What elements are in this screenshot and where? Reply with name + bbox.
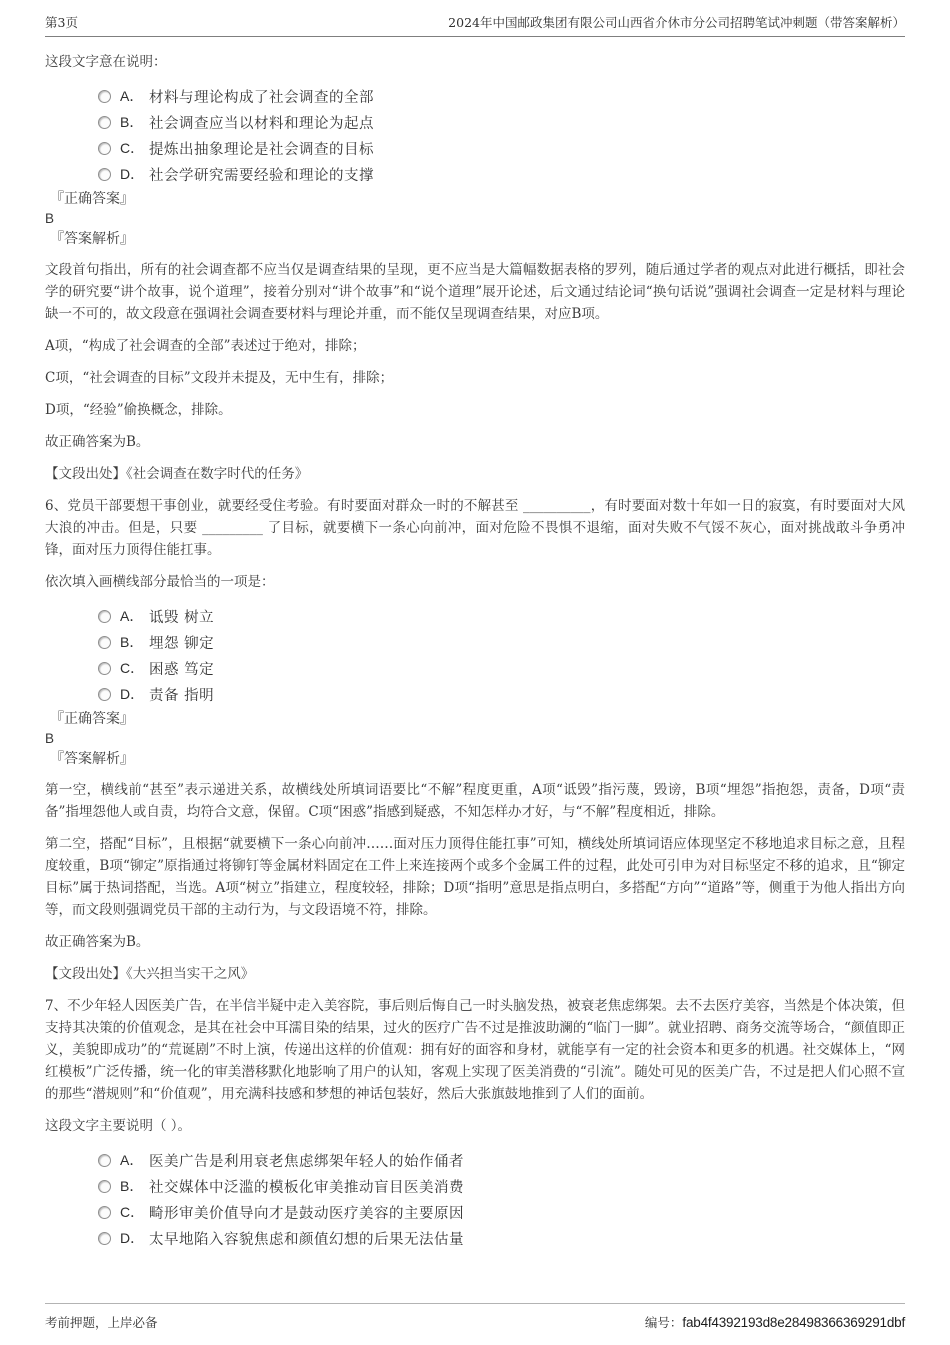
- option-text: 埋怨 铆定: [149, 635, 215, 652]
- radio-button-icon[interactable]: [98, 116, 111, 129]
- radio-button-icon[interactable]: [98, 688, 111, 701]
- option-text: 社会学研究需要经验和理论的支撑: [149, 167, 374, 184]
- q6-analysis-conclusion: 故正确答案为B。: [45, 934, 150, 950]
- option-label: C．: [120, 140, 145, 156]
- option-label: A．: [120, 88, 144, 104]
- q6-prompt: 依次填入画横线部分最恰当的一项是：: [45, 574, 275, 590]
- radio-button-icon[interactable]: [98, 1232, 111, 1245]
- q7-option-b[interactable]: [98, 1173, 905, 1199]
- correct-answer-value: B: [45, 211, 55, 226]
- radio-button-icon[interactable]: [98, 142, 111, 155]
- option-label: A．: [120, 608, 144, 624]
- q5-option-c[interactable]: [98, 135, 905, 161]
- q6-source-line: 【文段出处】《大兴担当实干之风》: [45, 966, 255, 982]
- q7-options: [45, 1147, 905, 1251]
- q6-stem: 6、党员干部要想干事创业，就要经受住考验。有时要面对群众一时的不解甚至 __________，有时要面对数十年如一日的寂寞，有时要面对大风大浪的冲击。但是，只要 _________ 了目标，就要横下一条心向前冲，面对危险不畏惧不退缩，面对失败不气馁不灰心，面对挑战敢斗争勇冲锋，面对压力顶得住能扛事。: [45, 498, 905, 558]
- q5-option-b[interactable]: [98, 109, 905, 135]
- option-label: C．: [120, 1204, 145, 1220]
- document-serial: [645, 1313, 905, 1331]
- q6-option-b[interactable]: [98, 629, 905, 655]
- option-label: C．: [120, 660, 145, 676]
- footer-slogan: 考前押题，上岸必备: [45, 1315, 158, 1330]
- q6-analysis-paragraph: 第二空，搭配“目标”，且根据“就要横下一条心向前冲……面对压力顶得住能扛事”可知，横线处所填词语应体现坚定不移地追求目标之意，且程度较重，B项“铆定”原指通过将铆钉等金属材料固定在工件上来连接两个或多个金属工件的过程，此处可引申为对目标坚定不移的追求，且“铆定目标”属于热词搭配，当选。A项“树立”指建立，程度较轻，排除；D项“指明”意思是指点明白，多搭配“方向”“道路”等，侧重于为他人指出方向等，而文段则强调党员干部的主动行为，与文段语境不符，排除。: [45, 836, 905, 918]
- option-label: B．: [120, 634, 144, 650]
- q5-analysis-paragraph: C项，“社会调查的目标”文段并未提及，无中生有，排除；: [45, 370, 394, 386]
- option-text: 社交媒体中泛滥的模板化审美推动盲目医美消费: [149, 1179, 464, 1196]
- q6-analysis-paragraph: 第一空，横线前“甚至”表示递进关系，故横线处所填词语要比“不解”程度更重，A项“诋毁”指污蔑，毁谤，B项“埋怨”指抱怨，责备，D项“责备”指埋怨他人或自责，均符合文意，保留。C项“困惑”指感到疑惑，不知怎样办才好，与“不解”程度相近，排除。: [45, 782, 905, 820]
- q5-answer-block: [45, 189, 905, 249]
- page-footer: [45, 1303, 905, 1331]
- q5-option-a[interactable]: [98, 83, 905, 109]
- q7-prompt: 这段文字主要说明（ ）。: [45, 1118, 192, 1134]
- q5-analysis-paragraph: D项，“经验”偷换概念，排除。: [45, 402, 232, 418]
- option-label: D．: [120, 166, 145, 182]
- option-text: 畸形审美价值导向才是鼓动医疗美容的主要原因: [149, 1205, 464, 1222]
- q6-answer-block: [45, 709, 905, 769]
- answer-analysis-header: 『答案解析』: [50, 231, 134, 247]
- radio-button-icon[interactable]: [98, 168, 111, 181]
- option-label: D．: [120, 1230, 145, 1246]
- page-header: [45, 0, 905, 37]
- radio-button-icon[interactable]: [98, 662, 111, 675]
- radio-button-icon[interactable]: [98, 636, 111, 649]
- q5-option-d[interactable]: [98, 161, 905, 187]
- option-text: 太早地陷入容貌焦虑和颜值幻想的后果无法估量: [149, 1231, 464, 1248]
- option-label: D．: [120, 686, 145, 702]
- q7-option-a[interactable]: [98, 1147, 905, 1173]
- document-title: 2024年中国邮政集团有限公司山西省介休市分公司招聘笔试冲刺题（带答案解析）: [448, 15, 905, 30]
- option-text: 医美广告是利用衰老焦虑绑架年轻人的始作俑者: [149, 1153, 464, 1170]
- radio-button-icon[interactable]: [98, 1180, 111, 1193]
- option-text: 提炼出抽象理论是社会调查的目标: [149, 141, 374, 158]
- q5-analysis-conclusion: 故正确答案为B。: [45, 434, 150, 450]
- q7-option-c[interactable]: [98, 1199, 905, 1225]
- radio-button-icon[interactable]: [98, 610, 111, 623]
- option-text: 社会调查应当以材料和理论为起点: [149, 115, 374, 132]
- q6-option-c[interactable]: [98, 655, 905, 681]
- q6-option-d[interactable]: [98, 681, 905, 707]
- q6-options: [45, 603, 905, 707]
- q5-prompt: 这段文字意在说明：: [45, 54, 167, 70]
- serial-label: 编号：: [644, 1315, 683, 1330]
- option-text: 诋毁 树立: [149, 609, 215, 626]
- q7-option-d[interactable]: [98, 1225, 905, 1251]
- option-label: B．: [120, 114, 144, 130]
- answer-analysis-header: 『答案解析』: [50, 751, 134, 767]
- option-label: A．: [120, 1152, 144, 1168]
- option-text: 材料与理论构成了社会调查的全部: [149, 89, 374, 106]
- serial-value: fab4f4392193d8e28498366369291dbf: [682, 1315, 905, 1330]
- radio-button-icon[interactable]: [98, 90, 111, 103]
- q5-analysis-paragraph: 文段首句指出，所有的社会调查都不应当仅是调查结果的呈现，更不应当是大篇幅数据表格的罗列，随后通过学者的观点对此进行概括，即社会学的研究要“讲个故事，说个道理”，接着分别对“讲个故事”和“说个道理”展开论述，后文通过结论词“换句话说”强调社会调查一定是材料与理论缺一不可的，故文段意在强调社会调查要材料与理论并重，而不能仅呈现调查结果，对应B项。: [45, 262, 905, 322]
- radio-button-icon[interactable]: [98, 1206, 111, 1219]
- q5-analysis-paragraph: A项，“构成了社会调查的全部”表述过于绝对，排除；: [45, 338, 366, 354]
- radio-button-icon[interactable]: [98, 1154, 111, 1167]
- correct-answer-header: 『正确答案』: [50, 711, 134, 727]
- q5-source-line: 【文段出处】《社会调查在数字时代的任务》: [45, 466, 309, 482]
- option-text: 责备 指明: [149, 687, 215, 704]
- option-text: 困惑 笃定: [149, 661, 215, 678]
- correct-answer-value: B: [45, 731, 55, 746]
- page-number: 第3页: [45, 15, 78, 30]
- q7-stem: 7、不少年轻人因医美广告，在半信半疑中走入美容院，事后则后悔自己一时头脑发热，被衰老焦虑绑架。去不去医疗美容，当然是个体决策，但支持其决策的价值观念，是其在社会中耳濡目染的结果，过火的医疗广告不过是推波助澜的“临门一脚”。就业招聘、商务交流等场合，“颜值即正义，美貌即成功”的“荒诞剧”不时上演，传递出这样的价值观：拥有好的面容和身材，就能享有一定的社会资本和更多的机遇。社交媒体上，“网红模板”广泛传播，统一化的审美潜移默化地影响了用户的认知，客观上实现了医美消费的“引流”。随处可见的医美广告，不过是把人们心照不宣的那些“潜规则”和“价值观”，用充满科技感和梦想的神话包装好，然后大张旗鼓地推到了人们的面前。: [45, 998, 905, 1102]
- correct-answer-header: 『正确答案』: [50, 191, 134, 207]
- option-label: B．: [120, 1178, 144, 1194]
- q6-option-a[interactable]: [98, 603, 905, 629]
- q5-options: [45, 83, 905, 187]
